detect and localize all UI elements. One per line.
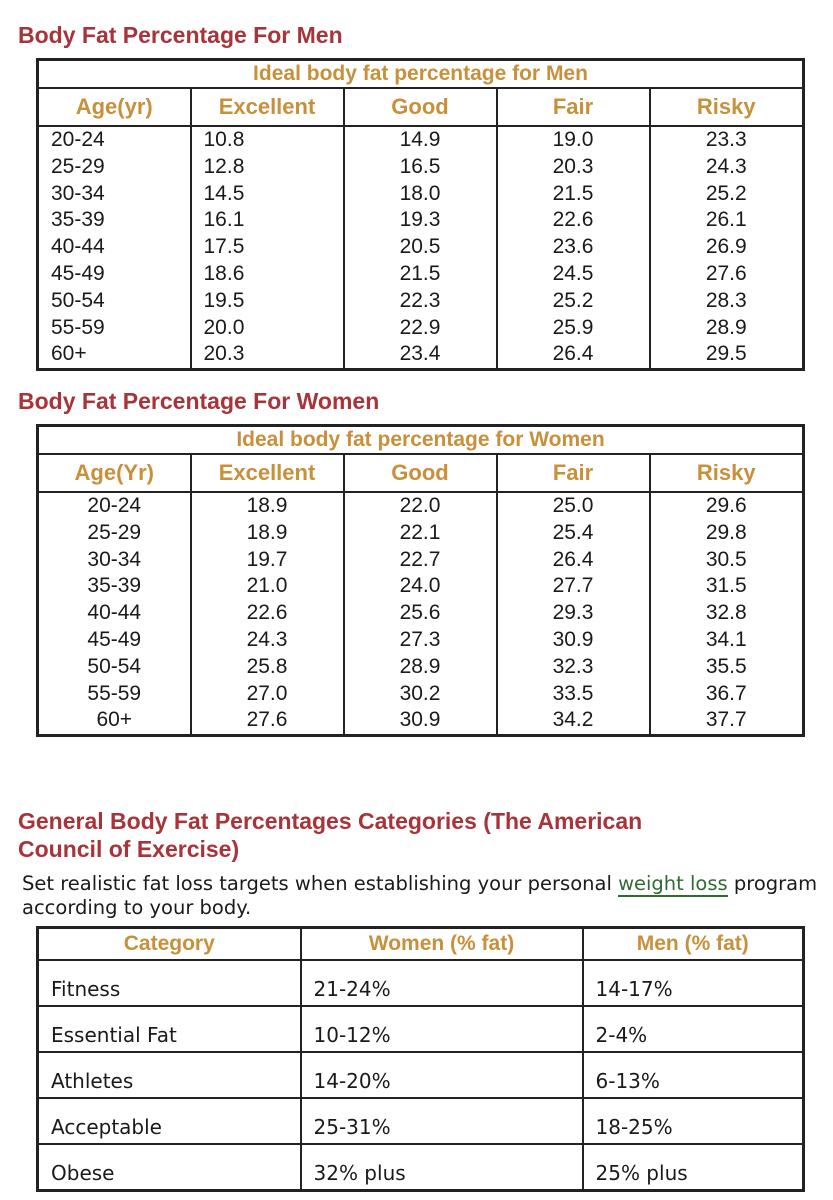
women-cell-r1-c1: 18.9 — [246, 520, 288, 544]
women-cell-r0-c2: 22.0 — [399, 494, 441, 517]
men-cell-r4-c4: 26.9 — [705, 235, 747, 259]
category-cell-r4-c1: 32% plus — [301, 1144, 583, 1191]
men-table-caption: Ideal body fat percentage for Men — [38, 60, 804, 89]
men-cell-r1-c3: 20.3 — [552, 154, 594, 178]
women-cell-r5-c0: 45-49 — [87, 627, 142, 651]
men-cell-r1-c4: 24.3 — [705, 154, 747, 178]
women-cell-r7-c0: 55-59 — [87, 681, 142, 705]
women-cell-r0-c4: 29.6 — [705, 494, 747, 517]
men-cell-r6-c4: 28.3 — [705, 288, 747, 312]
women-cell-r6-c0: 50-54 — [87, 654, 142, 678]
women-cell-r5-c1: 24.3 — [246, 627, 288, 651]
women-risky-column — [650, 492, 804, 736]
women-cell-r4-c3: 29.3 — [552, 601, 594, 625]
men-cell-r6-c1: 19.5 — [203, 288, 245, 312]
general-section-title — [18, 808, 642, 863]
women-cell-r5-c2: 27.3 — [399, 627, 441, 651]
men-cell-r8-c3: 26.4 — [552, 342, 594, 366]
women-cell-r8-c0: 60+ — [96, 708, 133, 732]
women-cell-r8-c4: 37.7 — [705, 708, 747, 732]
women-fat-header: Women (% fat) — [301, 928, 583, 961]
category-cell-r4-c2: 25% plus — [583, 1144, 804, 1191]
men-cell-r2-c4: 25.2 — [705, 181, 747, 205]
women-cell-r7-c1: 27.0 — [246, 681, 288, 705]
category-cell-r0-c0: Fitness — [38, 960, 301, 1006]
women-body-fat-table — [36, 424, 805, 737]
men-cell-r8-c2: 23.4 — [399, 342, 441, 366]
men-risky-column — [650, 126, 804, 370]
women-header-risky: Risky — [650, 454, 804, 492]
category-cell-r1-c0: Essential Fat — [38, 1006, 301, 1052]
women-section-title: Body Fat Percentage For Women — [18, 388, 380, 414]
women-cell-r4-c1: 22.6 — [246, 601, 288, 625]
women-cell-r3-c1: 21.0 — [246, 574, 288, 598]
category-cell-r4-c0: Obese — [38, 1144, 301, 1191]
men-fair-column — [497, 126, 650, 370]
men-good-column — [344, 126, 497, 370]
men-cell-r0-c2: 14.9 — [399, 128, 441, 151]
women-cell-r6-c1: 25.8 — [246, 654, 288, 678]
men-cell-r8-c1: 20.3 — [203, 342, 245, 366]
men-body-fat-table — [36, 58, 805, 371]
men-cell-r5-c0: 45-49 — [51, 261, 105, 285]
table-row — [38, 1144, 804, 1191]
women-cell-r2-c0: 30-34 — [87, 547, 142, 571]
men-cell-r5-c2: 21.5 — [399, 261, 441, 285]
men-cell-r3-c0: 35-39 — [51, 208, 105, 232]
women-header-fair: Fair — [497, 454, 650, 492]
men-cell-r5-c4: 27.6 — [705, 261, 747, 285]
men-cell-r3-c3: 22.6 — [552, 208, 594, 232]
women-cell-r5-c3: 30.9 — [552, 627, 594, 651]
men-cell-r4-c0: 40-44 — [51, 235, 105, 259]
category-cell-r2-c0: Athletes — [38, 1052, 301, 1098]
women-cell-r3-c0: 35-39 — [87, 574, 142, 598]
men-cell-r8-c4: 29.5 — [705, 342, 747, 366]
women-header-good: Good — [344, 454, 497, 492]
men-cell-r7-c1: 20.0 — [203, 315, 245, 339]
men-cell-r3-c1: 16.1 — [203, 208, 245, 232]
category-header: Category — [38, 928, 301, 961]
men-cell-r7-c2: 22.9 — [399, 315, 441, 339]
intro-text-before: Set realistic fat loss targets when establishing your personal — [22, 872, 619, 895]
category-cell-r1-c1: 10-12% — [301, 1006, 583, 1052]
men-cell-r6-c3: 25.2 — [552, 288, 594, 312]
men-cell-r1-c1: 12.8 — [203, 154, 245, 178]
table-row — [38, 1052, 804, 1098]
intro-paragraph — [22, 872, 822, 920]
women-cell-r5-c4: 34.1 — [705, 627, 747, 651]
men-section-title: Body Fat Percentage For Men — [18, 22, 343, 48]
women-excellent-column — [191, 492, 344, 736]
men-cell-r1-c0: 25-29 — [51, 154, 105, 178]
men-cell-r6-c2: 22.3 — [399, 288, 441, 312]
men-cell-r8-c0: 60+ — [51, 342, 87, 366]
body-fat-categories-table — [36, 926, 805, 1192]
men-age-column — [38, 126, 191, 370]
table-row — [38, 960, 804, 1006]
men-cell-r2-c0: 30-34 — [51, 181, 105, 205]
men-excellent-column — [191, 126, 344, 370]
category-cell-r3-c1: 25-31% — [301, 1098, 583, 1144]
women-cell-r1-c2: 22.1 — [399, 520, 441, 544]
category-cell-r1-c2: 2-4% — [583, 1006, 804, 1052]
category-cell-r0-c1: 21-24% — [301, 960, 583, 1006]
men-cell-r7-c3: 25.9 — [552, 315, 594, 339]
women-cell-r2-c4: 30.5 — [705, 547, 747, 571]
women-cell-r0-c0: 20-24 — [87, 494, 142, 517]
men-header-risky: Risky — [650, 88, 804, 126]
men-cell-r2-c1: 14.5 — [203, 181, 245, 205]
women-header-age: Age(Yr) — [38, 454, 191, 492]
men-cell-r0-c4: 23.3 — [705, 128, 747, 151]
women-cell-r0-c3: 25.0 — [552, 494, 594, 517]
weight-loss-link[interactable]: weight loss — [618, 872, 728, 895]
women-cell-r4-c2: 25.6 — [399, 601, 441, 625]
general-title-line-2: Council of Exercise) — [18, 835, 240, 862]
women-cell-r2-c3: 26.4 — [552, 547, 594, 571]
men-cell-r3-c4: 26.1 — [705, 208, 747, 232]
women-cell-r3-c3: 27.7 — [552, 574, 594, 598]
women-cell-r4-c0: 40-44 — [87, 601, 142, 625]
women-cell-r0-c1: 18.9 — [246, 494, 288, 517]
men-cell-r0-c1: 10.8 — [203, 128, 245, 151]
women-cell-r8-c3: 34.2 — [552, 708, 594, 732]
women-header-excellent: Excellent — [191, 454, 344, 492]
men-cell-r1-c2: 16.5 — [399, 154, 441, 178]
women-cell-r2-c2: 22.7 — [399, 547, 441, 571]
women-cell-r1-c0: 25-29 — [87, 520, 142, 544]
category-cell-r0-c2: 14-17% — [583, 960, 804, 1006]
category-cell-r3-c2: 18-25% — [583, 1098, 804, 1144]
general-title-line-1: General Body Fat Percentages Categories (The American — [18, 808, 643, 834]
men-cell-r7-c4: 28.9 — [705, 315, 747, 339]
women-fair-column — [497, 492, 650, 736]
women-cell-r3-c4: 31.5 — [705, 574, 747, 598]
women-cell-r7-c3: 33.5 — [552, 681, 594, 705]
men-cell-r0-c3: 19.0 — [552, 128, 594, 151]
men-cell-r5-c3: 24.5 — [552, 261, 594, 285]
women-cell-r6-c4: 35.5 — [705, 654, 747, 678]
women-cell-r7-c2: 30.2 — [399, 681, 441, 705]
women-age-column — [38, 492, 191, 736]
women-cell-r1-c4: 29.8 — [705, 520, 747, 544]
table-row — [38, 1006, 804, 1052]
category-cell-r2-c2: 6-13% — [583, 1052, 804, 1098]
men-fat-header: Men (% fat) — [583, 928, 804, 961]
women-cell-r3-c2: 24.0 — [399, 574, 441, 598]
women-cell-r8-c2: 30.9 — [399, 708, 441, 732]
men-header-fair: Fair — [497, 88, 650, 126]
men-header-good: Good — [344, 88, 497, 126]
women-good-column — [344, 492, 497, 736]
intro-text-after: program according to your body. — [22, 872, 818, 919]
men-cell-r2-c2: 18.0 — [399, 181, 441, 205]
women-cell-r6-c2: 28.9 — [399, 654, 441, 678]
women-cell-r2-c1: 19.7 — [246, 547, 288, 571]
women-cell-r7-c4: 36.7 — [705, 681, 747, 705]
women-cell-r6-c3: 32.3 — [552, 654, 594, 678]
men-header-excellent: Excellent — [191, 88, 344, 126]
category-cell-r2-c1: 14-20% — [301, 1052, 583, 1098]
categories-table-body — [38, 960, 804, 1191]
women-cell-r1-c3: 25.4 — [552, 520, 594, 544]
women-cell-r4-c4: 32.8 — [705, 601, 747, 625]
men-cell-r4-c2: 20.5 — [399, 235, 441, 259]
men-cell-r5-c1: 18.6 — [203, 261, 245, 285]
category-cell-r3-c0: Acceptable — [38, 1098, 301, 1144]
men-cell-r6-c0: 50-54 — [51, 288, 105, 312]
men-cell-r4-c3: 23.6 — [552, 235, 594, 259]
men-cell-r4-c1: 17.5 — [203, 235, 245, 259]
men-cell-r3-c2: 19.3 — [399, 208, 441, 232]
women-cell-r8-c1: 27.6 — [246, 708, 288, 732]
women-table-caption: Ideal body fat percentage for Women — [38, 426, 804, 455]
table-row — [38, 1098, 804, 1144]
men-cell-r0-c0: 20-24 — [51, 128, 105, 151]
men-cell-r2-c3: 21.5 — [552, 181, 594, 205]
men-header-age: Age(yr) — [38, 88, 191, 126]
men-cell-r7-c0: 55-59 — [51, 315, 105, 339]
